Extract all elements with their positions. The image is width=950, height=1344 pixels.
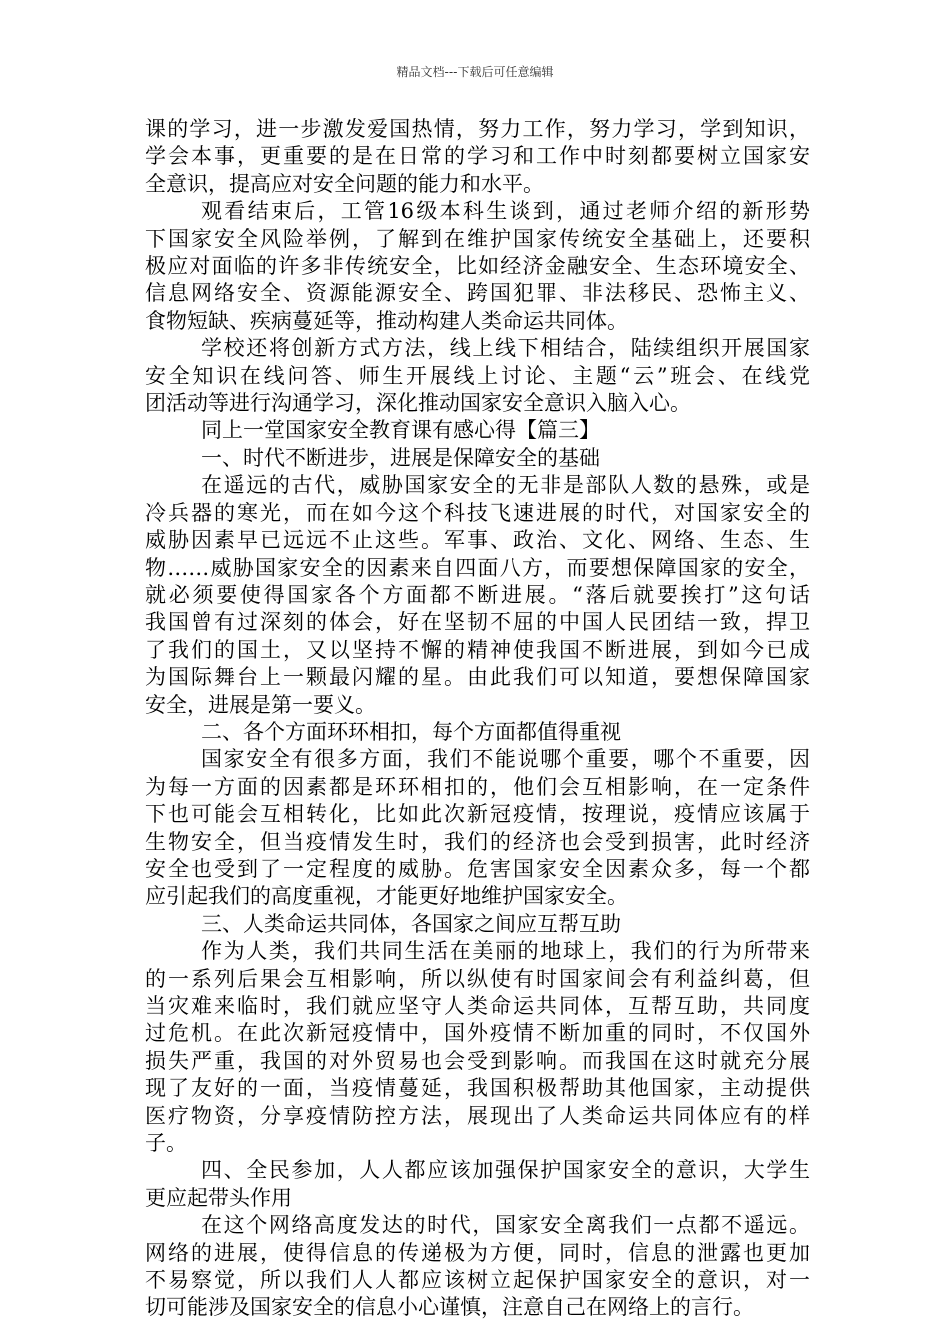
text-line: 当灾难来临时，我们就应坚守人类命运共同体，互帮互助，共同度 <box>145 994 810 1018</box>
text-line: 更应起带头作用 <box>145 1185 292 1210</box>
text-line: 四、全民参加，人人都应该加强保护国家安全的意识，大学生 <box>201 1158 810 1183</box>
paragraph <box>145 335 810 417</box>
text-line: 为每一方面的因素都是环环相扣的，他们会互相影响，在一定条件 <box>145 774 810 799</box>
text-line: 切可能涉及国家安全的信息小心谨慎，注意自己在网络上的言行。 <box>145 1295 754 1320</box>
text-line: 课的学习，进一步激发爱国热情，努力工作，努力学习，学到知识， <box>145 117 810 141</box>
text-line: 安全知识在线问答、师生开展线上讨论、主题“云”班会、在线党 <box>145 363 810 388</box>
text-line: 团活动等进行沟通学习，深化推动国家安全意识入脑入心。 <box>145 391 691 416</box>
text-line: 子。 <box>145 1131 187 1156</box>
text-line: 我国曾有过深刻的体会，好在坚韧不屈的中国人民团结一致，捍卫 <box>145 610 810 635</box>
text-line: 安全，进展是第一要义。 <box>145 692 376 717</box>
paragraph <box>145 417 810 444</box>
text-line: 为国际舞台上一颗最闪耀的星。由此我们可以知道，要想保障国家 <box>145 665 810 690</box>
text-line: 同上一堂国家安全教育课有感心得【篇三】 <box>201 418 600 443</box>
paragraph <box>145 1157 810 1212</box>
text-line: 物……威胁国家安全的因素来自四面八方，而要想保障国家的安全， <box>145 555 810 580</box>
text-line: 过危机。在此次新冠疫情中，国外疫情不断加重的同时，不仅国外 <box>145 1021 810 1046</box>
paragraph <box>145 719 810 746</box>
text-line: 应引起我们的高度重视，才能更好地维护国家安全。 <box>145 884 628 909</box>
text-line: 了我们的国土，又以坚持不懈的精神使我国不断进展，到如今已成 <box>145 637 810 662</box>
document-body <box>145 116 810 1322</box>
text-line: 就必须要使得国家各个方面都不断进展。“落后就要挨打”这句话 <box>145 582 810 607</box>
text-line: 现了友好的一面，当疫情蔓延，我国积极帮助其他国家，主动提供 <box>145 1076 810 1101</box>
text-line: 网络的进展，使得信息的传递极为方便，同时，信息的泄露也更加 <box>145 1240 810 1265</box>
text-line: 学会本事，更重要的是在日常的学习和工作中时刻都要树立国家安 <box>145 144 810 169</box>
text-line: 安全也受到了一定程度的威胁。危害国家安全因素众多，每一个都 <box>145 856 810 881</box>
text-line: 医疗物资，分享疫情防控方法，展现出了人类命运共同体应有的样 <box>145 1103 810 1128</box>
text-line: 学校还将创新方式方法，线上线下相结合，陆续组织开展国家 <box>201 336 810 361</box>
text-line: 下也可能会互相转化，比如此次新冠疫情，按理说，疫情应该属于 <box>145 802 810 827</box>
text-line: 作为人类，我们共同生活在美丽的地球上，我们的行为所带来 <box>201 939 810 964</box>
text-line: 在遥远的古代，威胁国家安全的无非是部队人数的悬殊，或是 <box>201 473 810 498</box>
text-line: 食物短缺、疾病蔓延等，推动构建人类命运共同体。 <box>145 308 628 333</box>
paragraph <box>145 198 810 335</box>
text-line: 全意识，提高应对安全问题的能力和水平。 <box>145 171 544 196</box>
text-line: 国家安全有很多方面，我们不能说哪个重要，哪个不重要，因 <box>201 747 810 772</box>
paragraph <box>145 116 810 198</box>
paragraph <box>145 1212 810 1322</box>
text-line: 下国家安全风险举例，了解到在维护国家传统安全基础上，还要积 <box>145 226 810 251</box>
paragraph <box>145 938 810 1157</box>
text-line: 三、人类命运共同体，各国家之间应互帮互助 <box>201 911 621 936</box>
paragraph <box>145 746 810 910</box>
text-line: 观看结束后，工管16级本科生谈到，通过老师介绍的新形势 <box>201 199 810 224</box>
text-line: 在这个网络高度发达的时代，国家安全离我们一点都不遥远。 <box>201 1213 810 1238</box>
paragraph <box>145 445 810 472</box>
text-line: 威胁因素早已远远不止这些。军事、政治、文化、网络、生态、生 <box>145 528 810 553</box>
text-line: 极应对面临的许多非传统安全，比如经济金融安全、生态环境安全、 <box>145 254 810 279</box>
text-line: 一、时代不断进步，进展是保障安全的基础 <box>201 445 600 470</box>
paragraph <box>145 911 810 938</box>
text-line: 信息网络安全、资源能源安全、跨国犯罪、非法移民、恐怖主义、 <box>145 281 810 306</box>
text-line: 不易察觉，所以我们人人都应该树立起保护国家安全的意识，对一 <box>145 1268 810 1293</box>
page-header: 精品文档---下载后可任意编辑 <box>396 65 554 79</box>
text-line: 生物安全，但当疫情发生时，我们的经济也会受到损害，此时经济 <box>145 829 810 854</box>
text-line: 损失严重，我国的对外贸易也会受到影响。而我国在这时就充分展 <box>145 1048 810 1073</box>
text-line: 的一系列后果会互相影响，所以纵使有时国家间会有利益纠葛，但 <box>145 966 810 991</box>
text-line: 二、各个方面环环相扣，每个方面都值得重视 <box>201 719 621 744</box>
paragraph <box>145 472 810 719</box>
text-line: 冷兵器的寒光，而在如今这个科技飞速进展的时代，对国家安全的 <box>145 500 810 525</box>
